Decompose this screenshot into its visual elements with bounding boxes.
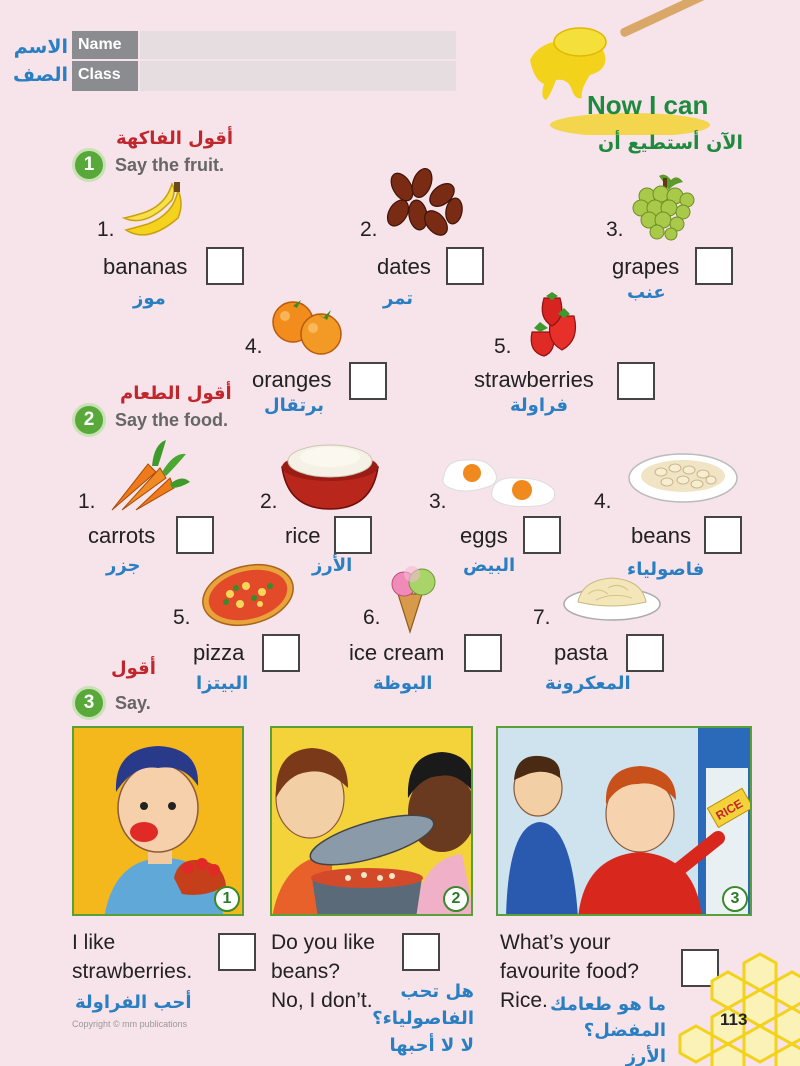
rice-sign-text: RICE [713, 796, 746, 823]
bananas-checkbox[interactable] [206, 247, 244, 285]
grapes-checkbox[interactable] [695, 247, 733, 285]
name-field[interactable] [140, 31, 456, 59]
section1-title: Say the fruit. [115, 155, 225, 175]
panel2-checkbox[interactable] [402, 933, 440, 971]
panel1-text-ar: أحب الفراولة [75, 992, 192, 1013]
now-i-can-title: Now I can [587, 90, 709, 120]
item-number: 3. [429, 490, 447, 513]
dates-label: dates [377, 254, 431, 279]
beans-checkbox[interactable] [704, 516, 742, 554]
bananas-picture [118, 180, 190, 246]
item-number: 6. [363, 606, 381, 629]
section3-title-ar: أقول [111, 658, 156, 679]
pasta-picture [562, 570, 662, 624]
pizza-label-ar: البيتزا [196, 673, 249, 694]
pizza-picture [200, 562, 296, 628]
beans-label-ar: فاصولياء [627, 559, 705, 580]
item-number: 2. [260, 490, 278, 513]
class-label: Class [72, 61, 138, 91]
eggs-label-ar: البيض [463, 555, 516, 576]
ice-cream-picture [384, 564, 442, 634]
eggs-picture [440, 456, 558, 508]
oranges-picture [265, 292, 350, 360]
section3-title: Say. [115, 693, 151, 713]
pizza-checkbox[interactable] [262, 634, 300, 672]
item-number: 4. [594, 490, 612, 513]
name-label-ar: الاسم [13, 36, 68, 58]
item-number: 7. [533, 606, 551, 629]
ice-cream-label: ice cream [349, 640, 445, 665]
grapes-label-ar: عنب [627, 282, 666, 303]
oranges-label-ar: برتقال [264, 395, 325, 416]
grapes-label: grapes [612, 254, 680, 279]
class-field[interactable] [140, 61, 456, 91]
pasta-checkbox[interactable] [626, 634, 664, 672]
now-i-can-title-ar: الآن أستطيع أن [598, 132, 744, 154]
strawberries-checkbox[interactable] [617, 362, 655, 400]
pasta-label-ar: المعكرونة [545, 673, 631, 694]
carrots-label-ar: جزر [106, 555, 141, 576]
panel1-text: I like strawberries. [72, 931, 193, 983]
item-number: 3. [606, 218, 624, 241]
panel-number: 3 [722, 886, 748, 912]
ice-cream-label-ar: البوظة [373, 673, 433, 694]
beans-label: beans [631, 523, 691, 548]
rice-label-ar: الأرز [312, 555, 353, 576]
pizza-label: pizza [193, 640, 245, 665]
bananas-label-ar: موز [133, 288, 166, 309]
scene-favourite-food [496, 726, 752, 916]
carrots-picture [108, 438, 190, 514]
oranges-checkbox[interactable] [349, 362, 387, 400]
rice-label: rice [285, 523, 321, 548]
beans-picture [627, 450, 739, 506]
scene-boy-strawberry [72, 726, 244, 916]
oranges-label: oranges [252, 367, 332, 392]
strawberries-label: strawberries [474, 367, 594, 392]
carrots-label: carrots [88, 523, 156, 548]
item-number: 4. [245, 335, 263, 358]
class-label-ar: الصف [13, 64, 68, 86]
eggs-checkbox[interactable] [523, 516, 561, 554]
rice-picture [278, 437, 382, 511]
panel3-text: What’s your favourite food? Rice. [500, 931, 639, 1012]
grapes-picture [625, 172, 700, 244]
dates-checkbox[interactable] [446, 247, 484, 285]
dates-picture [378, 165, 468, 245]
rice-checkbox[interactable] [334, 516, 372, 554]
bananas-label: bananas [103, 254, 188, 279]
section2-title-ar: أقول الطعام [120, 383, 232, 404]
dates-label-ar: تمر [383, 288, 414, 309]
honeycomb-decoration [640, 950, 800, 1066]
strawberries-picture [522, 292, 584, 360]
section1-title-ar: أقول الفاكهة [116, 128, 234, 149]
panel1-checkbox[interactable] [218, 933, 256, 971]
section1-number: 1 [72, 148, 106, 182]
item-number: 2. [360, 218, 378, 241]
page-number: 113 [720, 1010, 748, 1029]
pasta-label: pasta [554, 640, 608, 665]
item-number: 1. [97, 218, 115, 241]
eggs-label: eggs [460, 523, 508, 548]
ice-cream-checkbox[interactable] [464, 634, 502, 672]
carrots-checkbox[interactable] [176, 516, 214, 554]
section3-number: 3 [72, 686, 106, 720]
section2-number: 2 [72, 403, 106, 437]
item-number: 5. [494, 335, 512, 358]
panel2-text: Do you like beans? No, I don’t. [271, 931, 375, 1012]
item-number: 5. [173, 606, 191, 629]
boys-at-supermarket-illustration [498, 728, 752, 916]
panel2-text-ar: هل تحب الفاصولياء؟ لا لا أحبها [372, 981, 474, 1056]
scene-cooking-beans [270, 726, 473, 916]
panel3-text-ar: ما هو طعامك المفضل؟ الأرز [550, 994, 666, 1066]
children-cooking-illustration [272, 728, 473, 916]
panel-number: 2 [443, 886, 469, 912]
copyright-text: Copyright © mm publications [72, 1019, 188, 1029]
strawberries-label-ar: فراولة [510, 395, 569, 416]
name-label: Name [72, 31, 138, 59]
panel-number: 1 [214, 886, 240, 912]
section2-title: Say the food. [115, 410, 229, 430]
item-number: 1. [78, 490, 96, 513]
